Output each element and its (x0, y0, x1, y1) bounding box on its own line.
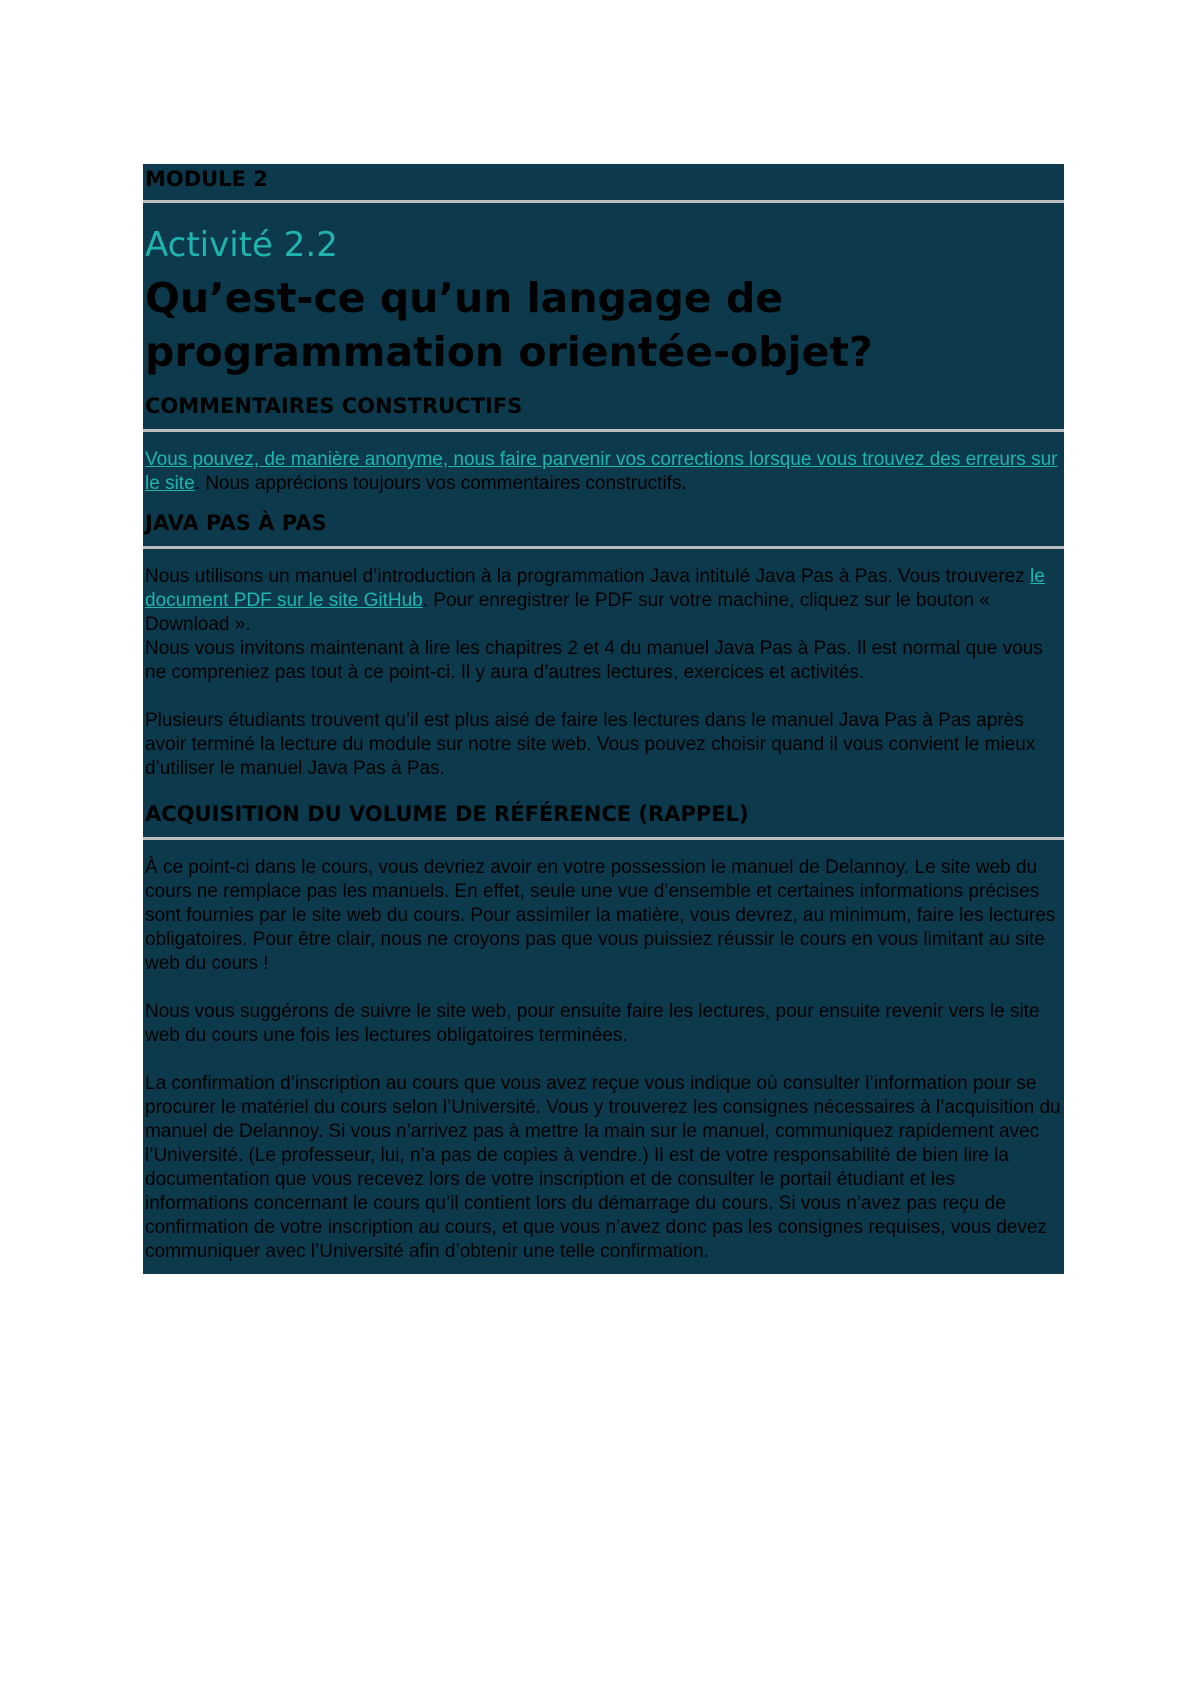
divider (143, 546, 1064, 549)
github-pdf-link[interactable]: le document PDF sur le site GitHub (145, 566, 1045, 611)
acquisition-paragraph-1: À ce point-ci dans le cours, vous devriez avoir en votre possession le manuel de Delannoy. Le site web du cours ne remplace pas les manuels. En effet, seule une vue d’ensemble et certaines informations précises sont fournies par le site web du cours. Pour assimiler la matière, vous devrez, au minimum, faire les lectures obligatoires. Pour être clair, nous ne croyons pas que vous puissiez réussir le cours en vous limitant au site web du cours ! (145, 857, 1056, 974)
page-title: Qu’est-ce qu’un langage de programmation orientée-objet? (145, 274, 873, 376)
acquisition-paragraph-2: Nous vous suggérons de suivre le site web, pour ensuite faire les lectures, pour ensuite revenir vers le site web du cours une fois les lectures obligatoires terminées. (145, 1001, 1040, 1046)
java-p1-text-after: . Pour enregistrer le PDF sur votre machine, cliquez sur le bouton « Download ». (145, 590, 990, 635)
divider (143, 837, 1064, 840)
commentaires-paragraph (143, 448, 1064, 496)
commentaires-text: . Nous apprécions toujours vos commentaires constructifs. (194, 473, 687, 494)
section-heading-java: JAVA PAS À PAS (145, 511, 327, 535)
content-block (143, 164, 1064, 1274)
section-heading-commentaires: COMMENTAIRES CONSTRUCTIFS (145, 394, 523, 418)
activity-label: Activité 2.2 (145, 225, 338, 265)
java-paragraph-3: Plusieurs étudiants trouvent qu’il est plus aisé de faire les lectures dans le manuel Java Pas à Pas après avoir terminé la lecture du module sur notre site web. Vous pouvez choisir quand il vous convient le mieux d’utiliser le manuel Java Pas à Pas. (145, 710, 1036, 779)
section-heading-acquisition: ACQUISITION DU VOLUME DE RÉFÉRENCE (RAPPEL) (145, 802, 749, 826)
acquisition-paragraph-3: La confirmation d’inscription au cours que vous avez reçue vous indique où consulter l’information pour se procurer le matériel du cours selon l’Université. Vous y trouverez les consignes nécessaires à l’acquisition du manuel de Delannoy. Si vous n’arrivez pas à mettre la main sur le manuel, communiquez rapidement avec l’Université. (Le professeur, lui, n’a pas de copies à vendre.) Il est de votre responsabilité de bien lire la documentation que vous recevez lors de votre inscription et de consulter le portail étudiant et les informations concernant le cours qu’il contient lors du démarrage du cours. Si vous n’avez pas reçu de confirmation de votre inscription au cours, et que vous n’avez donc pas les consignes requises, vous devez communiquer avec l’Université afin d’obtenir une telle confirmation. (145, 1073, 1061, 1262)
module-label: MODULE 2 (145, 167, 268, 191)
feedback-link[interactable]: Vous pouvez, de manière anonyme, nous faire parvenir vos corrections lorsque vous trouvez des erreurs sur le site (145, 449, 1058, 494)
java-paragraph-2: Nous vous invitons maintenant à lire les chapitres 2 et 4 du manuel Java Pas à Pas. Il est normal que vous ne compreniez pas tout à ce point-ci. Il y aura d’autres lectures, exercices et activités. (145, 638, 1043, 683)
java-paragraph-1 (143, 565, 1064, 637)
divider (143, 200, 1064, 203)
divider (143, 429, 1064, 432)
java-p1-text: Nous utilisons un manuel d’introduction à la programmation Java intitulé Java Pas à Pas. Vous trouverez (145, 566, 1031, 587)
